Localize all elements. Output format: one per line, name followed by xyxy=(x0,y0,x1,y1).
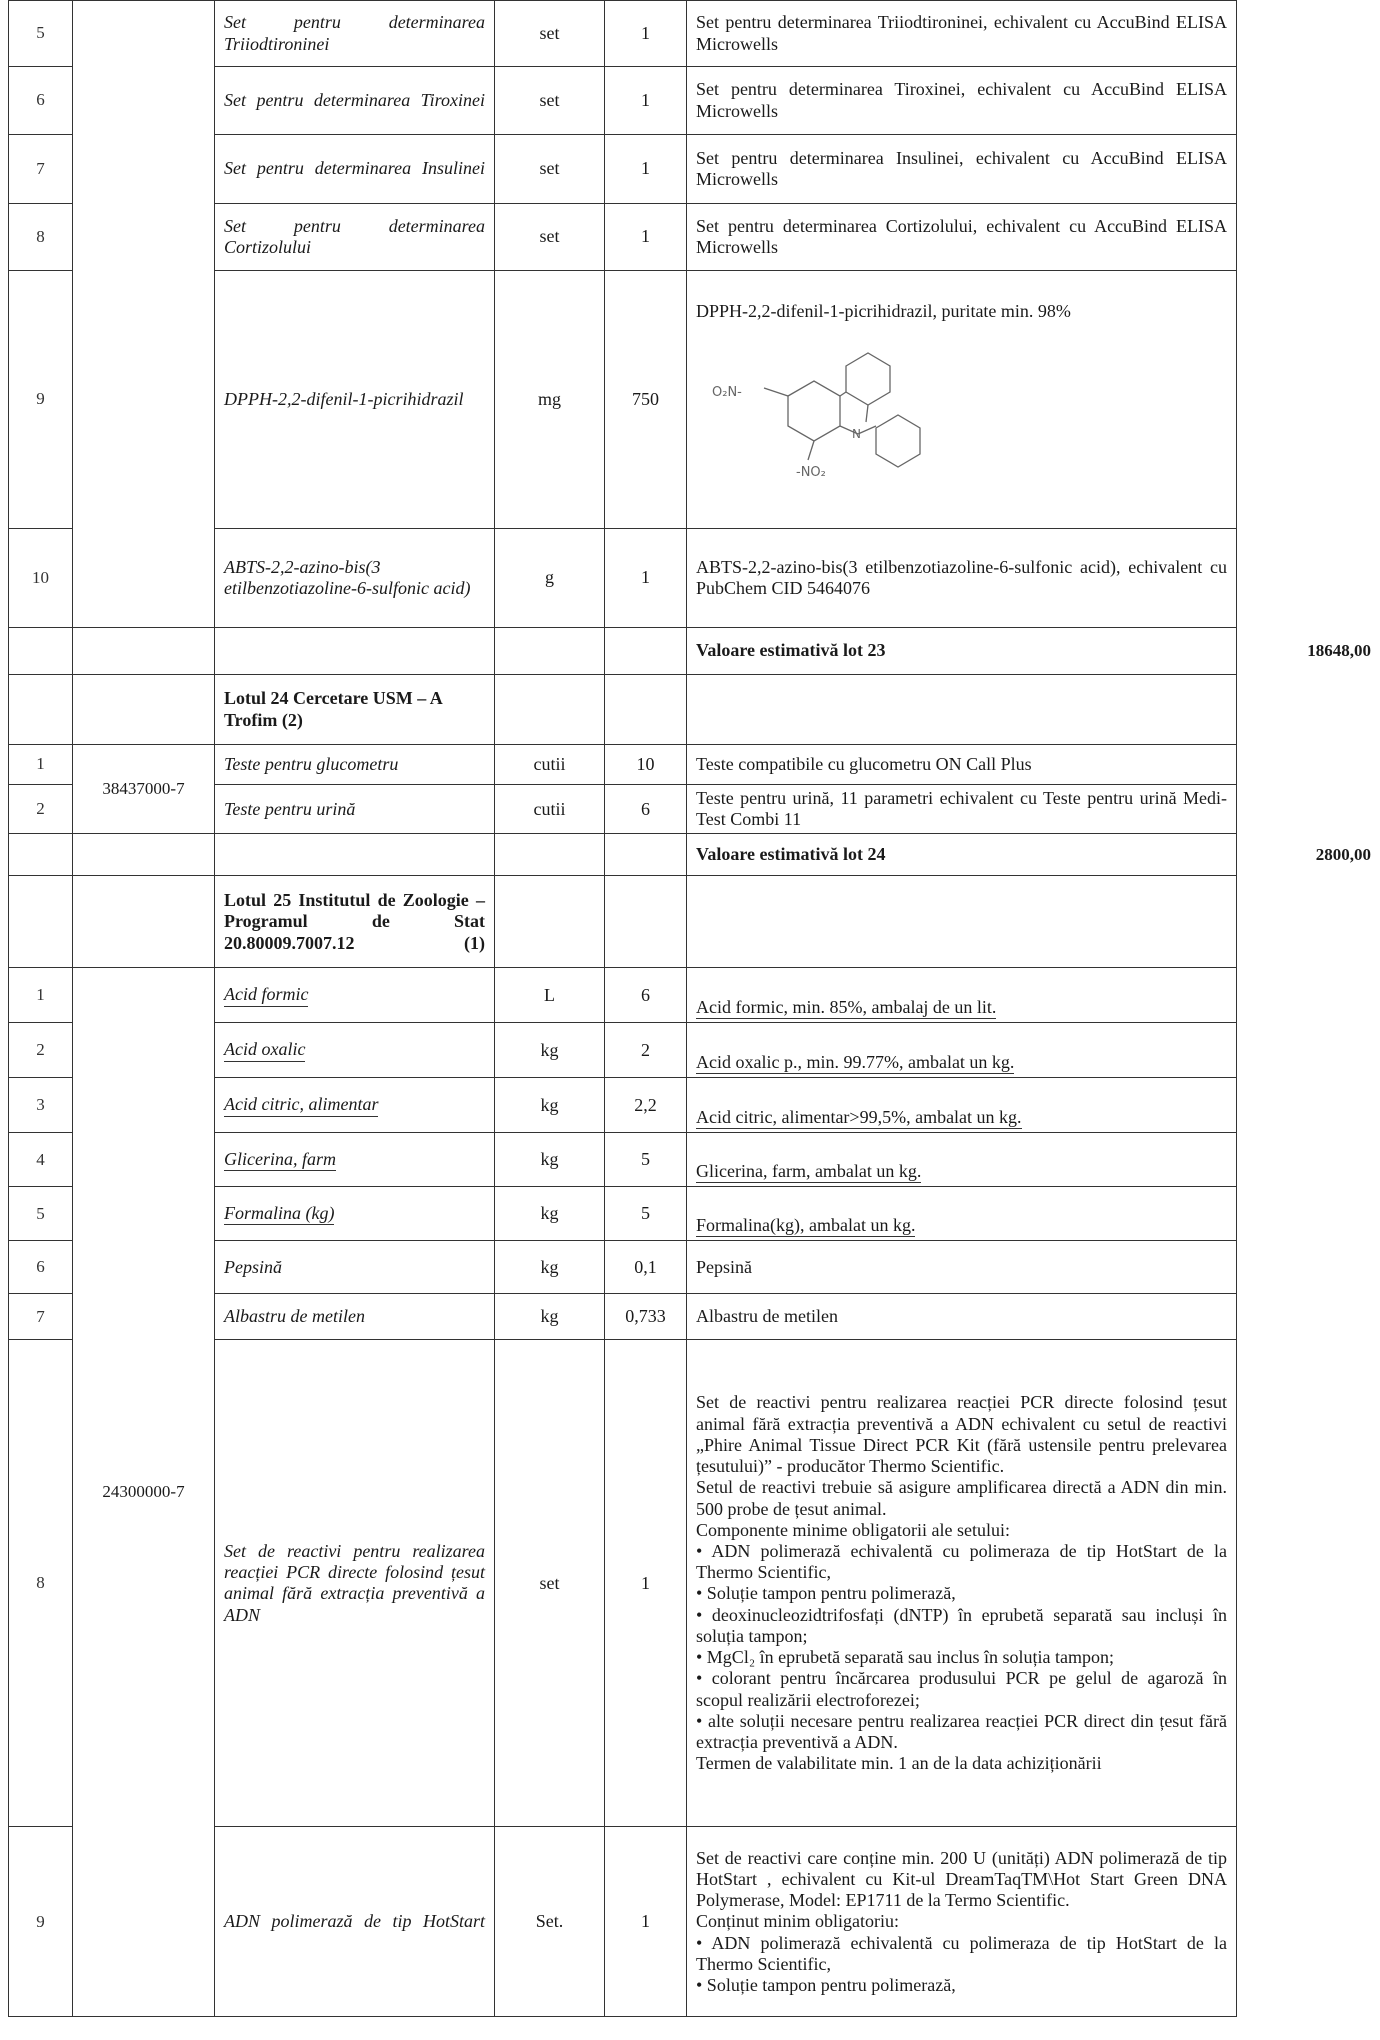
item-name: Acid citric, alimentar xyxy=(224,1094,378,1117)
item-unit: kg xyxy=(495,1294,605,1340)
item-unit: cutii xyxy=(495,745,605,785)
item-unit: set xyxy=(495,135,605,204)
item-description: Glicerina, farm, ambalat un kg. xyxy=(696,1161,921,1184)
item-description: Acid formic, min. 85%, ambalaj de un lit. xyxy=(696,997,996,1020)
item-quantity: 1 xyxy=(605,1340,687,1827)
cpv-cell xyxy=(73,1,215,628)
row-number: 5 xyxy=(9,1187,73,1241)
row-number: 4 xyxy=(9,1133,73,1187)
item-description: Set pentru determinarea Triiodtironinei, echivalent cu AccuBind ELISA Microwells xyxy=(687,1,1237,67)
item-quantity: 1 xyxy=(605,1827,687,2017)
item-name: Albastru de metilen xyxy=(215,1294,495,1340)
item-description: Set pentru determinarea Insulinei, echivalent cu AccuBind ELISA Microwells xyxy=(687,135,1237,204)
table-row-lot-header xyxy=(9,675,1380,745)
row-number: 7 xyxy=(9,135,73,204)
item-quantity: 1 xyxy=(605,135,687,204)
table-row xyxy=(9,1133,1380,1187)
item-description: Pepsină xyxy=(687,1241,1237,1294)
item-unit: set xyxy=(495,204,605,271)
table-row xyxy=(9,1827,1380,2017)
table-row xyxy=(9,271,1380,529)
nitrogen-label: N xyxy=(852,427,861,442)
table-row xyxy=(9,785,1380,834)
item-quantity: 0,733 xyxy=(605,1294,687,1340)
row-number: 9 xyxy=(9,1827,73,2017)
item-name: ABTS-2,2-azino-bis(3 etilbenzotiazoline-6-sulfonic acid) xyxy=(215,529,495,628)
table-row xyxy=(9,968,1380,1023)
item-name: Set pentru determinarea Cortizolului xyxy=(215,204,495,271)
item-name: Set pentru determinarea Insulinei xyxy=(215,135,495,204)
row-number: 5 xyxy=(9,1,73,67)
nitro-group-label: O₂N- xyxy=(712,385,742,401)
item-quantity: 10 xyxy=(605,745,687,785)
row-number: 10 xyxy=(9,529,73,628)
table-row xyxy=(9,1340,1380,1827)
item-description: Teste compatibile cu glucometru ON Call Plus xyxy=(687,745,1237,785)
lot-title: Lotul 25 Institutul de Zoologie – Programul de Stat 20.80009.7007.12 (1) xyxy=(215,876,495,968)
item-description: Albastru de metilen xyxy=(687,1294,1237,1340)
item-description: Acid citric, alimentar>99,5%, ambalat un kg. xyxy=(696,1107,1022,1130)
item-unit: set xyxy=(495,1,605,67)
row-number: 2 xyxy=(9,785,73,834)
row-number: 3 xyxy=(9,1078,73,1133)
table-row xyxy=(9,204,1380,271)
item-name: ADN polimerază de tip HotStart xyxy=(215,1827,495,2017)
item-quantity: 2,2 xyxy=(605,1078,687,1133)
item-description: DPPH-2,2-difenil-1-picrihidrazil, puritate min. 98% xyxy=(696,300,1071,321)
item-name: Teste pentru urină xyxy=(215,785,495,834)
nitro-group-label: -NO₂ xyxy=(796,465,826,481)
item-quantity: 1 xyxy=(605,1,687,67)
item-name: DPPH-2,2-difenil-1-picrihidrazil xyxy=(215,271,495,529)
item-quantity: 750 xyxy=(605,271,687,529)
item-description-cell xyxy=(687,271,1237,529)
item-name: Formalina (kg) xyxy=(224,1203,334,1226)
estimate-value: 18648,00 xyxy=(1307,640,1371,660)
row-number: 1 xyxy=(9,968,73,1023)
item-description: Formalina(kg), ambalat un kg. xyxy=(696,1215,915,1238)
row-number: 7 xyxy=(9,1294,73,1340)
item-description: Set de reactivi pentru realizarea reacției PCR directe folosind țesut animal fără extracția preventivă a ADN echivalent cu setul de reactivi „Phire Animal Tissue Direct PCR Kit (fără ustensile pentru prelevarea țesutului)” - producător Thermo Scientific. Setul de reactivi trebuie să asigure amplificarea directă a ADN din min. 500 probe de țesut animal. Componente minime obligatorii ale setului: • ADN polimerază echivalentă cu polimeraza de tip HotStart de la Thermo Scientific, • Soluție tampon pentru polimerază, • deoxinucleozidtrifosfați (dNTP) în eprubetă separată sau incluși în soluția tampon; • MgCl₂ în eprubetă separată sau inclus în soluția tampon; • colorant pentru încărcarea produsului PCR pe gelul de agaroză în scopul realizării electroforezei; • alte soluții necesare pentru realizarea reacției PCR direct din țesut fără extracția preventivă a ADN. Termen de valabilitate min. 1 an de la data achiziționării xyxy=(687,1340,1237,1827)
specification-table xyxy=(8,0,1380,2017)
table-row-estimate xyxy=(9,628,1380,675)
item-quantity: 6 xyxy=(605,968,687,1023)
table-row xyxy=(9,67,1380,135)
item-unit: kg xyxy=(495,1023,605,1078)
row-number: 2 xyxy=(9,1023,73,1078)
estimate-label: Valoare estimativă lot 24 xyxy=(687,834,1237,876)
item-quantity: 1 xyxy=(605,67,687,135)
table-row-lot-header xyxy=(9,876,1380,968)
table-row xyxy=(9,1023,1380,1078)
item-unit: set xyxy=(495,67,605,135)
item-unit: kg xyxy=(495,1078,605,1133)
item-name: Acid oxalic xyxy=(224,1039,305,1062)
lot-title: Lotul 24 Cercetare USM – A Trofim (2) xyxy=(215,675,495,745)
row-number: 9 xyxy=(9,271,73,529)
item-unit: g xyxy=(495,529,605,628)
table-row xyxy=(9,529,1380,628)
item-name: Glicerina, farm xyxy=(224,1149,336,1172)
item-quantity: 1 xyxy=(605,529,687,628)
table-row xyxy=(9,1078,1380,1133)
item-quantity: 5 xyxy=(605,1187,687,1241)
cpv-code: 38437000-7 xyxy=(73,745,215,834)
item-name: Pepsină xyxy=(215,1241,495,1294)
item-description: Set de reactivi care conține min. 200 U (unități) ADN polimerază de tip HotStart , echivalent cu Kit-ul DreamTaqTM\Hot Start Green DNA Polymerase, Model: EP1711 de la Termo Scientific. Conținut minim obligatoriu: • ADN polimerază echivalentă cu polimeraza de tip HotStart de la Thermo Scientific, • Soluție tampon pentru polimerază, xyxy=(687,1827,1237,2017)
item-unit: kg xyxy=(495,1133,605,1187)
row-number: 6 xyxy=(9,67,73,135)
item-name: Set pentru determinarea Triiodtironinei xyxy=(215,1,495,67)
item-quantity: 1 xyxy=(605,204,687,271)
item-quantity: 6 xyxy=(605,785,687,834)
item-description: ABTS-2,2-azino-bis(3 etilbenzotiazoline-6-sulfonic acid), echivalent cu PubChem CID 5464076 xyxy=(687,529,1237,628)
item-description: Teste pentru urină, 11 parametri echivalent cu Teste pentru urină Medi-Test Combi 11 xyxy=(687,785,1237,834)
item-name: Acid formic xyxy=(224,984,308,1007)
row-number: 8 xyxy=(9,204,73,271)
estimate-value: 2800,00 xyxy=(1315,844,1371,864)
item-unit: mg xyxy=(495,271,605,529)
item-description: Set pentru determinarea Tiroxinei, echivalent cu AccuBind ELISA Microwells xyxy=(687,67,1237,135)
item-description: Set pentru determinarea Cortizolului, echivalent cu AccuBind ELISA Microwells xyxy=(687,204,1237,271)
item-name: Set pentru determinarea Tiroxinei xyxy=(215,67,495,135)
row-number: 8 xyxy=(9,1340,73,1827)
item-unit: cutii xyxy=(495,785,605,834)
table-row xyxy=(9,1241,1380,1294)
item-unit: kg xyxy=(495,1187,605,1241)
table-row xyxy=(9,1187,1380,1241)
table-row xyxy=(9,1294,1380,1340)
table-row-estimate xyxy=(9,834,1380,876)
item-unit: kg xyxy=(495,1241,605,1294)
item-quantity: 2 xyxy=(605,1023,687,1078)
item-unit: L xyxy=(495,968,605,1023)
table-row xyxy=(9,135,1380,204)
cpv-code: 24300000-7 xyxy=(73,968,215,2017)
table-row xyxy=(9,1,1380,67)
row-number: 6 xyxy=(9,1241,73,1294)
dpph-structure-image xyxy=(708,348,958,498)
estimate-label: Valoare estimativă lot 23 xyxy=(687,628,1237,675)
item-name: Teste pentru glucometru xyxy=(215,745,495,785)
row-number: 1 xyxy=(9,745,73,785)
item-quantity: 5 xyxy=(605,1133,687,1187)
item-name: Set de reactivi pentru realizarea reacției PCR directe folosind țesut animal fără extracția preventivă a ADN xyxy=(215,1340,495,1827)
item-description: Acid oxalic p., min. 99.77%, ambalat un kg. xyxy=(696,1052,1014,1075)
item-unit: Set. xyxy=(495,1827,605,2017)
item-unit: set xyxy=(495,1340,605,1827)
item-quantity: 0,1 xyxy=(605,1241,687,1294)
table-row xyxy=(9,745,1380,785)
